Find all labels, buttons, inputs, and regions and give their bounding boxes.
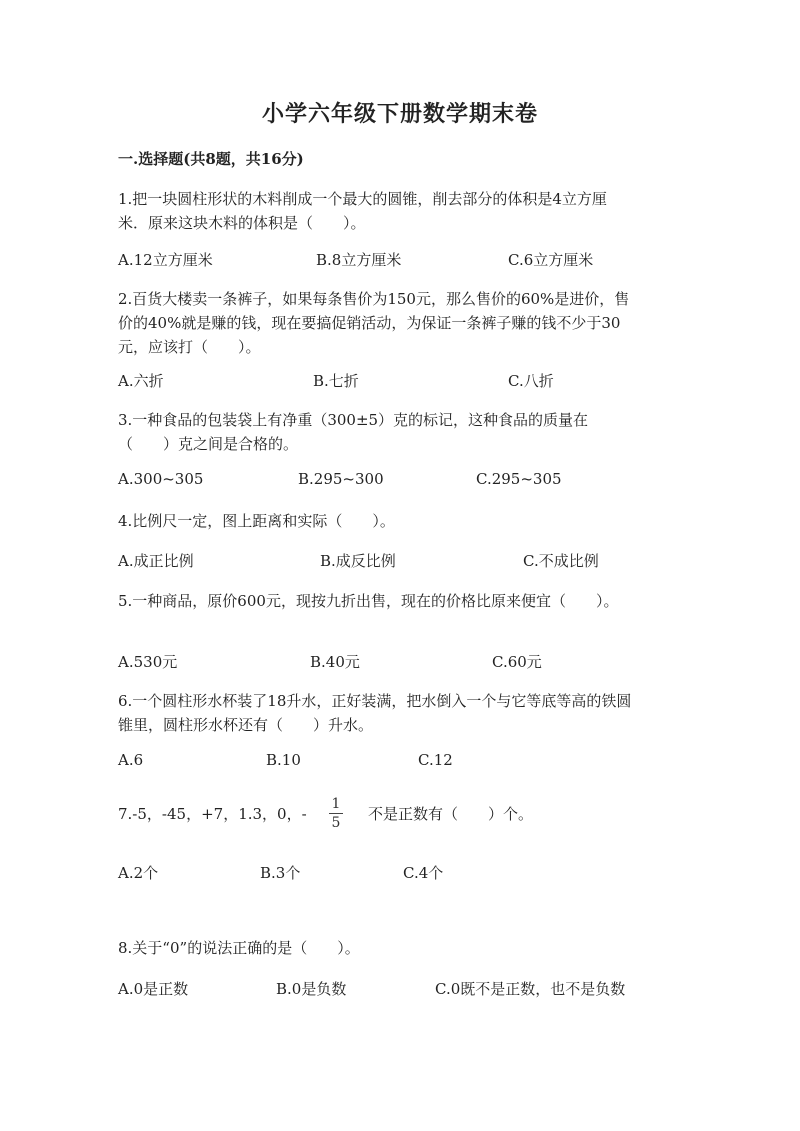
question-1-option-c: C.6立方厘米 xyxy=(508,251,594,269)
question-5-option-a: A.530元 xyxy=(118,653,178,671)
question-3-option-c: C.295~305 xyxy=(476,470,562,488)
question-2-option-b: B.七折 xyxy=(313,372,359,390)
question-7-option-c: C.4个 xyxy=(403,864,444,882)
question-4-option-c: C.不成比例 xyxy=(523,552,599,570)
question-2-line-3: 元，应该打（ ）。 xyxy=(118,338,261,356)
question-8-option-b: B.0是负数 xyxy=(276,980,347,998)
question-6-option-c: C.12 xyxy=(418,751,453,769)
question-7-suffix: 不是正数有（ ）个。 xyxy=(368,805,534,823)
question-3-line-1: 3.一种食品的包装袋上有净重（300±5）克的标记，这种食品的质量在 xyxy=(118,411,589,429)
question-2-line-1: 2.百货大楼卖一条裤子，如果每条售价为150元，那么售价的60%是进价，售 xyxy=(118,290,630,308)
question-7-option-a: A.2个 xyxy=(118,864,159,882)
question-2-option-c: C.八折 xyxy=(508,372,554,390)
page-title: 小学六年级下册数学期末卷 xyxy=(261,101,538,127)
question-2-line-2: 价的40%就是赚的钱，现在要搞促销活动，为保证一条裤子赚的钱不少于30 xyxy=(118,314,621,332)
fraction-denominator: 5 xyxy=(331,815,341,831)
question-4-option-a: A.成正比例 xyxy=(118,552,194,570)
question-7-prefix: 7.-5，-45，+7，1.3，0，- xyxy=(118,805,307,823)
question-1-line-2: 米．原来这块木料的体积是（ ）。 xyxy=(118,214,366,232)
question-3-line-2: （ ）克之间是合格的。 xyxy=(118,435,299,453)
question-2-option-a: A.六折 xyxy=(118,372,164,390)
question-1 xyxy=(118,187,678,235)
question-7-option-b: B.3个 xyxy=(260,864,301,882)
question-6-line-2: 锥里，圆柱形水杯还有（ ）升水。 xyxy=(118,716,374,734)
question-1-line-1: 1.把一块圆柱形状的木料削成一个最大的圆锥，削去部分的体积是4立方厘 xyxy=(118,190,607,208)
question-3-option-b: B.295~300 xyxy=(298,470,384,488)
question-4-option-b: B.成反比例 xyxy=(320,552,396,570)
question-6-option-b: B.10 xyxy=(266,751,301,769)
question-8-option-a: A.0是正数 xyxy=(118,980,189,998)
question-6-option-a: A.6 xyxy=(118,751,144,769)
question-3-option-a: A.300~305 xyxy=(118,470,204,488)
question-5-option-c: C.60元 xyxy=(492,653,542,671)
question-8 xyxy=(118,936,678,960)
fraction-bar xyxy=(329,813,343,814)
question-2 xyxy=(118,287,678,359)
question-6 xyxy=(118,689,678,737)
question-4-line-1: 4.比例尺一定，图上距离和实际（ ）。 xyxy=(118,512,395,530)
fraction-numerator: 1 xyxy=(331,796,341,812)
question-3 xyxy=(118,408,678,456)
section-heading: 一.选择题(共8题，共16分) xyxy=(118,150,304,168)
question-1-option-b: B.8立方厘米 xyxy=(316,251,402,269)
question-5-option-b: B.40元 xyxy=(310,653,360,671)
question-7-fraction xyxy=(329,796,343,831)
question-6-line-1: 6.一个圆柱形水杯装了18升水，正好装满，把水倒入一个与它等底等高的铁圆 xyxy=(118,692,632,710)
question-4 xyxy=(118,509,678,533)
question-1-option-a: A.12立方厘米 xyxy=(118,251,213,269)
question-5-line-1: 5.一种商品，原价600元，现按九折出售，现在的价格比原来便宜（ ）。 xyxy=(118,592,619,610)
question-8-line-1: 8.关于“0”的说法正确的是（ ）。 xyxy=(118,939,360,957)
question-5 xyxy=(118,589,678,613)
question-8-option-c: C.0既不是正数，也不是负数 xyxy=(435,980,626,998)
